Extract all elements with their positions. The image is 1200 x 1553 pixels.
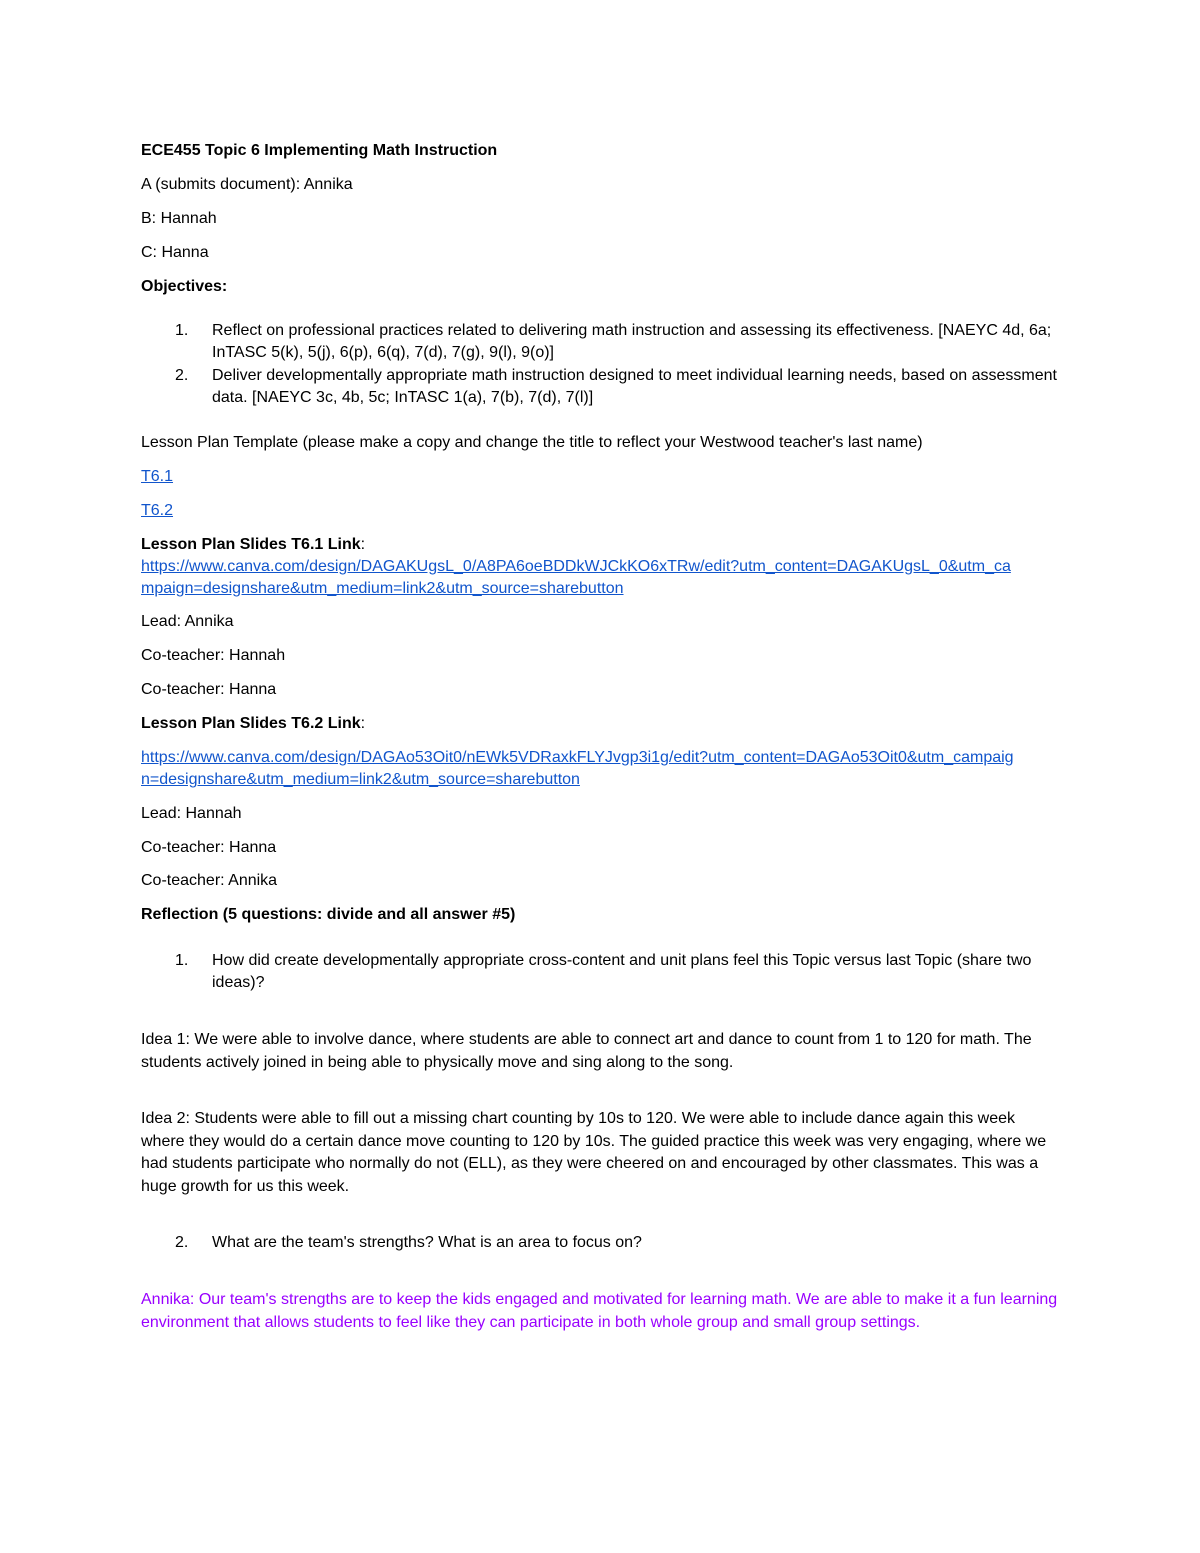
question-number: 2. — [175, 1234, 189, 1251]
slides-6-2-heading — [141, 713, 365, 735]
objective-number: 1. — [175, 322, 189, 339]
objectives-heading: Objectives: — [141, 278, 228, 295]
role-a: A (submits document): Annika — [141, 176, 353, 193]
objective-text: Reflect on professional practices related to delivering math instruction and assessing its effectiveness. [NAEYC 4d, 6a; InTASC 5(k), 5(j), 6(p), 6(q), 7(d), 7(g), 9(l), 9(o)] — [212, 322, 1052, 361]
slides-6-2-heading-text: Lesson Plan Slides T6.2 Link — [141, 715, 361, 732]
idea-2-paragraph: Idea 2: Students were able to fill out a missing chart counting by 10s to 120. We were able to include dance again this week where they would do a certain dance move counting to 120 by 10s. The guided practice this week was very engaging, where we had students participate who normally do not (ELL), as they were cheered on and encouraged by other classmates. This was a huge growth for us this week. — [141, 1110, 1047, 1195]
slides-6-1-heading — [141, 534, 365, 556]
slides-6-1-colon: : — [360, 536, 366, 553]
slides-6-1-url-line2[interactable]: mpaign=designshare&utm_medium=link2&utm_source=sharebutton — [141, 580, 624, 597]
slides-6-1-coteacher-2: Co-teacher: Hanna — [141, 681, 277, 698]
role-c: C: Hanna — [141, 244, 209, 261]
question-text: What are the team's strengths? What is an area to focus on? — [212, 1234, 642, 1251]
slides-6-1-url-line1[interactable]: https://www.canva.com/design/DAGAKUgsL_0/A8PA6oeBDDkWJCkKO6xTRw/edit?utm_content=DAGAKUgsL_0&utm_ca — [141, 558, 1011, 575]
slides-6-1-coteacher-1: Co-teacher: Hannah — [141, 647, 286, 664]
document-title: ECE455 Topic 6 Implementing Math Instruction — [141, 142, 498, 159]
role-b: B: Hannah — [141, 210, 217, 227]
slides-6-2-url-line2[interactable]: n=designshare&utm_medium=link2&utm_source=sharebutton — [141, 771, 580, 788]
question-number: 1. — [175, 952, 189, 969]
annika-answer-paragraph: Annika: Our team's strengths are to keep the kids engaged and motivated for learning math. We are able to make it a fun learning environment that allows students to feel like they can participate in both whole group and small group settings. — [141, 1291, 1058, 1331]
slides-6-2-coteacher-1: Co-teacher: Hanna — [141, 839, 277, 856]
template-note: Lesson Plan Template (please make a copy and change the title to reflect your Westwood teacher's last name) — [141, 434, 923, 451]
slides-6-2-colon: : — [360, 715, 366, 732]
slides-6-2-coteacher-2: Co-teacher: Annika — [141, 872, 278, 889]
objective-text: Deliver developmentally appropriate math instruction designed to meet individual learning needs, based on assessment data. [NAEYC 3c, 4b, 5c; InTASC 1(a), 7(b), 7(d), 7(l)] — [212, 367, 1057, 406]
idea-1-paragraph: Idea 1: We were able to involve dance, where students are able to connect art and dance to count from 1 to 120 for math. The students actively joined in being able to physically move and sing along to the song. — [141, 1031, 1032, 1071]
template-link-t6-2[interactable]: T6.2 — [141, 502, 174, 519]
slides-6-2-lead: Lead: Hannah — [141, 805, 242, 822]
slides-6-2-url-line1[interactable]: https://www.canva.com/design/DAGAo53Oit0/nEWk5VDRaxkFLYJvgp3i1g/edit?utm_content=DAGAo53Oit0&utm_campaig — [141, 749, 1014, 766]
template-link-t6-1[interactable]: T6.1 — [141, 468, 174, 485]
slides-6-1-heading-text: Lesson Plan Slides T6.1 Link — [141, 536, 361, 553]
objective-number: 2. — [175, 367, 189, 384]
question-text: How did create developmentally appropriate cross-content and unit plans feel this Topic versus last Topic (share two ideas)? — [212, 952, 1032, 991]
slides-6-1-lead: Lead: Annika — [141, 613, 234, 630]
reflection-heading: Reflection (5 questions: divide and all answer #5) — [141, 906, 516, 923]
